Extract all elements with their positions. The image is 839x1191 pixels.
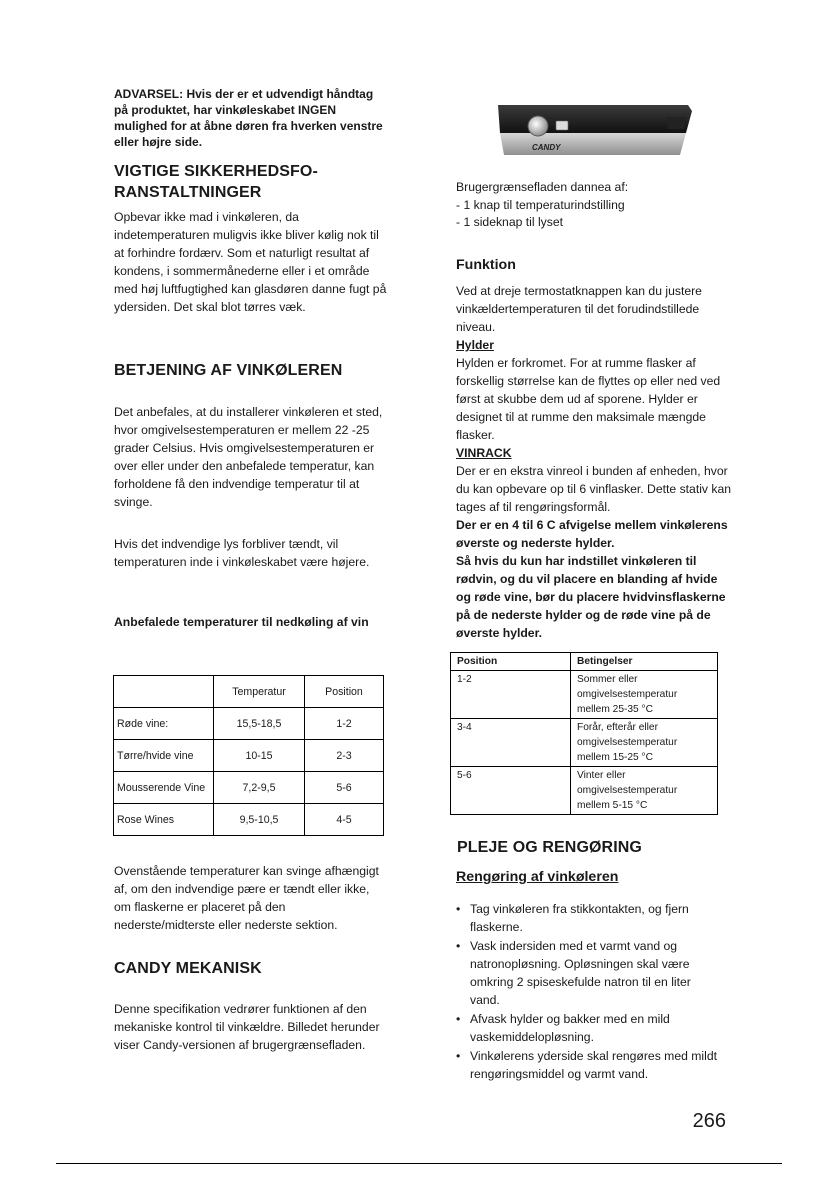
- table-row: [114, 772, 384, 804]
- position: 1-2: [305, 708, 384, 740]
- placement-note: Så hvis du kun har indstillet vinkøleren til rødvin, og du vil placere en blanding af hvide og røde vine, bør du placere hvidvinsflaskerne på de nederste hylder og de røde vine på de øverste hylder.: [456, 554, 726, 640]
- brand-logo: CANDY: [532, 143, 561, 152]
- list-item: • Tag vinkøleren fra stikkontakten, og fjern flaskerne.: [456, 900, 718, 936]
- care-subheading: Rengøring af vinkøleren: [456, 869, 619, 885]
- operation-paragraph-1: Det anbefales, at du installerer vinkøleren et sted, hvor omgivelsestemperaturen er mellem 22 -25 grader Celsius. Hvis omgivelsestemperaturen er over eller under den anbefalede temperatur, kan forholdene få den indvendige temperatur til at svinge.: [114, 405, 383, 509]
- light-button-icon: [556, 121, 568, 130]
- thermostat-knob-icon: [528, 116, 548, 136]
- list-item: • Afvask hylder og bakker med en mild vaskemiddelopløsning.: [456, 1010, 718, 1046]
- position-table: [450, 652, 718, 815]
- interface-intro: Brugergrænsefladen dannea af:: [456, 180, 629, 194]
- safety-heading: [114, 161, 394, 203]
- table-row: [451, 671, 718, 719]
- control-panel-image: [492, 103, 694, 169]
- deviation-note: Der er en 4 til 6 C afvigelse mellem vinkølerens øverste og nederste hylder.: [456, 518, 728, 550]
- safety-heading-line1: VIGTIGE SIKKERHEDSFO-: [114, 163, 318, 180]
- interface-item-button: - 1 sideknap til lyset: [456, 215, 564, 229]
- operation-paragraph-2: Hvis det indvendige lys forbliver tændt, vil temperaturen inde i vinkøleskabet være højere.: [114, 537, 370, 569]
- condition-value: Forår, efterår eller omgivelsestemperatur mellem 15-25 °C: [571, 719, 718, 767]
- rack-text: Der er en ekstra vinreol i bunden af enheden, hvor du kan opbevare op til 6 vinflasker. Dette stativ kan tages af til rengøringsformål.: [456, 464, 732, 514]
- table-row: [114, 804, 384, 836]
- temperature: 10-15: [214, 740, 305, 772]
- temperature: 7,2-9,5: [214, 772, 305, 804]
- wine-type: Rose Wines: [114, 804, 214, 836]
- care-list: [456, 900, 718, 1084]
- list-item: • Vask indersiden med et varmt vand og natronopløsning. Opløsningen skal være omkring 2 spiseskefulde natron til en liter vand.: [456, 937, 718, 1009]
- mechanical-heading: CANDY MEKANISK: [114, 960, 262, 977]
- care-heading: PLEJE OG RENGØRING: [457, 839, 642, 856]
- wine-type: Røde vine:: [114, 708, 214, 740]
- header-cell: Position: [451, 653, 571, 671]
- position: 4-5: [305, 804, 384, 836]
- function-heading: Funktion: [456, 257, 516, 273]
- shelf-heading: Hylder: [456, 338, 494, 352]
- condition-value: Vinter eller omgivelsestemperatur mellem 5-15 °C: [571, 767, 718, 815]
- table-row: [114, 708, 384, 740]
- temperature-table: [113, 675, 384, 836]
- safety-heading-line2: RANSTALTNINGER: [114, 184, 262, 201]
- shelf-text: Hylden er forkromet. For at rumme flasker af forskellig størrelse kan de flyttes op eller ned ved først at skubbe dem ud af sporene. Hylder er designet til at rumme den maksimale mængde flasker.: [456, 356, 721, 442]
- position: 5-6: [305, 772, 384, 804]
- position-value: 1-2: [451, 671, 571, 719]
- position: 2-3: [305, 740, 384, 772]
- header-cell: Position: [305, 676, 384, 708]
- position-value: 3-4: [451, 719, 571, 767]
- page-number: 266: [692, 1110, 726, 1132]
- mechanical-body: Denne specifikation vedrører funktionen af den mekaniske kontrol til vinkældre. Billedet herunder viser Candy-versionen af brugergrænsefladen.: [114, 1002, 380, 1052]
- temperature-table-header: [114, 676, 384, 708]
- table-row: [451, 719, 718, 767]
- position-table-header: [451, 653, 718, 671]
- footer-divider: [56, 1163, 782, 1164]
- list-item: • Vinkølerens yderside skal rengøres med mildt rengøringsmiddel og varmt vand.: [456, 1047, 718, 1083]
- operation-heading: BETJENING AF VINKØLEREN: [114, 362, 343, 379]
- header-cell: Temperatur: [214, 676, 305, 708]
- position-value: 5-6: [451, 767, 571, 815]
- function-text: Ved at dreje termostatknappen kan du justere vinkældertemperaturen til det forudindstillede niveau.: [456, 284, 702, 334]
- condition-value: Sommer eller omgivelsestemperatur mellem 25-35 °C: [571, 671, 718, 719]
- wine-type: Mousserende Vine: [114, 772, 214, 804]
- table-row: [114, 740, 384, 772]
- header-cell: [114, 676, 214, 708]
- rack-heading: VINRACK: [456, 446, 512, 460]
- temperature-note: Ovenstående temperaturer kan svinge afhængigt af, om den indvendige pære er tændt eller ikke, om flaskerne er placeret på den nederste/midterste eller nederste sektion.: [114, 864, 379, 932]
- function-body: [456, 282, 732, 642]
- interface-item-knob: - 1 knap til temperaturindstilling: [456, 198, 625, 212]
- temperature: 15,5-18,5: [214, 708, 305, 740]
- header-cell: Betingelser: [571, 653, 718, 671]
- temperature: 9,5-10,5: [214, 804, 305, 836]
- table-row: [451, 767, 718, 815]
- wine-type: Tørre/hvide vine: [114, 740, 214, 772]
- safety-body: Opbevar ikke mad i vinkøleren, da indetemperaturen muligvis ikke bliver kølig nok til at forhindre fordærv. Som et naturligt resultat af kondens, i sommermånederne eller i et område med høj luftfugtighed kan glasdøren danne fugt på ydersiden. Det skal blot tørres væk.: [114, 210, 387, 314]
- temperature-table-title: Anbefalede temperaturer til nedkøling af vin: [114, 615, 369, 629]
- warning-text: ADVARSEL: Hvis der er et udvendigt håndtag på produktet, har vinkøleskabet INGEN mulighed for at åbne døren fra hverken venstre eller højre side.: [114, 87, 383, 149]
- control-panel-illustration: [492, 103, 694, 169]
